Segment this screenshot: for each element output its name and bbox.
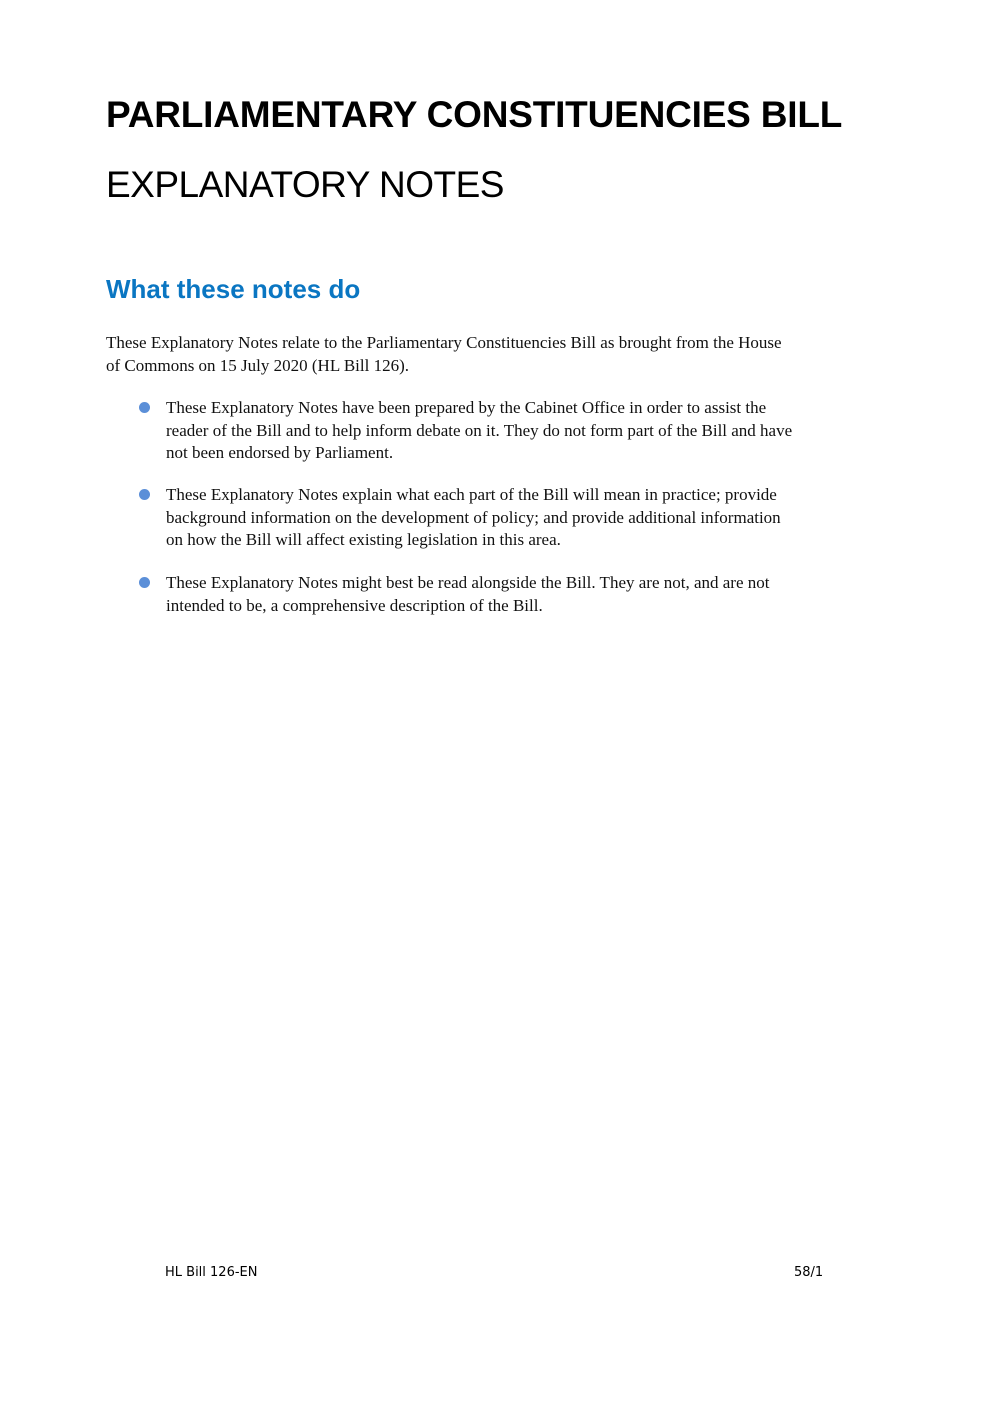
- document-title: PARLIAMENTARY CONSTITUENCIES BILL: [106, 94, 843, 135]
- bullet-icon: [139, 489, 150, 500]
- footer-bill-reference: HL Bill 126-EN: [165, 1265, 258, 1280]
- text-line: intended to be, a comprehensive description of the Bill.: [166, 595, 543, 615]
- text-line: of Commons on 15 July 2020 (HL Bill 126).: [106, 355, 410, 375]
- bullet-icon: [139, 577, 150, 588]
- text-line: These Explanatory Notes explain what each part of the Bill will mean in practice; provide: [166, 485, 777, 504]
- intro-paragraph: [106, 332, 782, 377]
- bullet-item: [166, 572, 769, 617]
- text-line: These Explanatory Notes have been prepared by the Cabinet Office in order to assist the: [166, 398, 767, 417]
- text-line: These Explanatory Notes relate to the Parliamentary Constituencies Bill as brought from the House: [106, 333, 782, 352]
- text-line: not been endorsed by Parliament.: [166, 443, 394, 463]
- section-heading: What these notes do: [106, 274, 361, 304]
- bullet-icon: [139, 402, 150, 413]
- text-line: background information on the development of policy; and provide additional information: [166, 507, 781, 527]
- footer-page-number: 58/1: [794, 1265, 824, 1280]
- text-line: reader of the Bill and to help inform debate on it. They do not form part of the Bill and have: [166, 420, 793, 440]
- bullet-item: [166, 484, 781, 552]
- text-line: on how the Bill will affect existing legislation in this area.: [166, 530, 561, 550]
- bullet-item: [166, 397, 792, 465]
- text-line: These Explanatory Notes might best be read alongside the Bill. They are not, and are not: [166, 573, 770, 592]
- document-subtitle: EXPLANATORY NOTES: [106, 164, 504, 205]
